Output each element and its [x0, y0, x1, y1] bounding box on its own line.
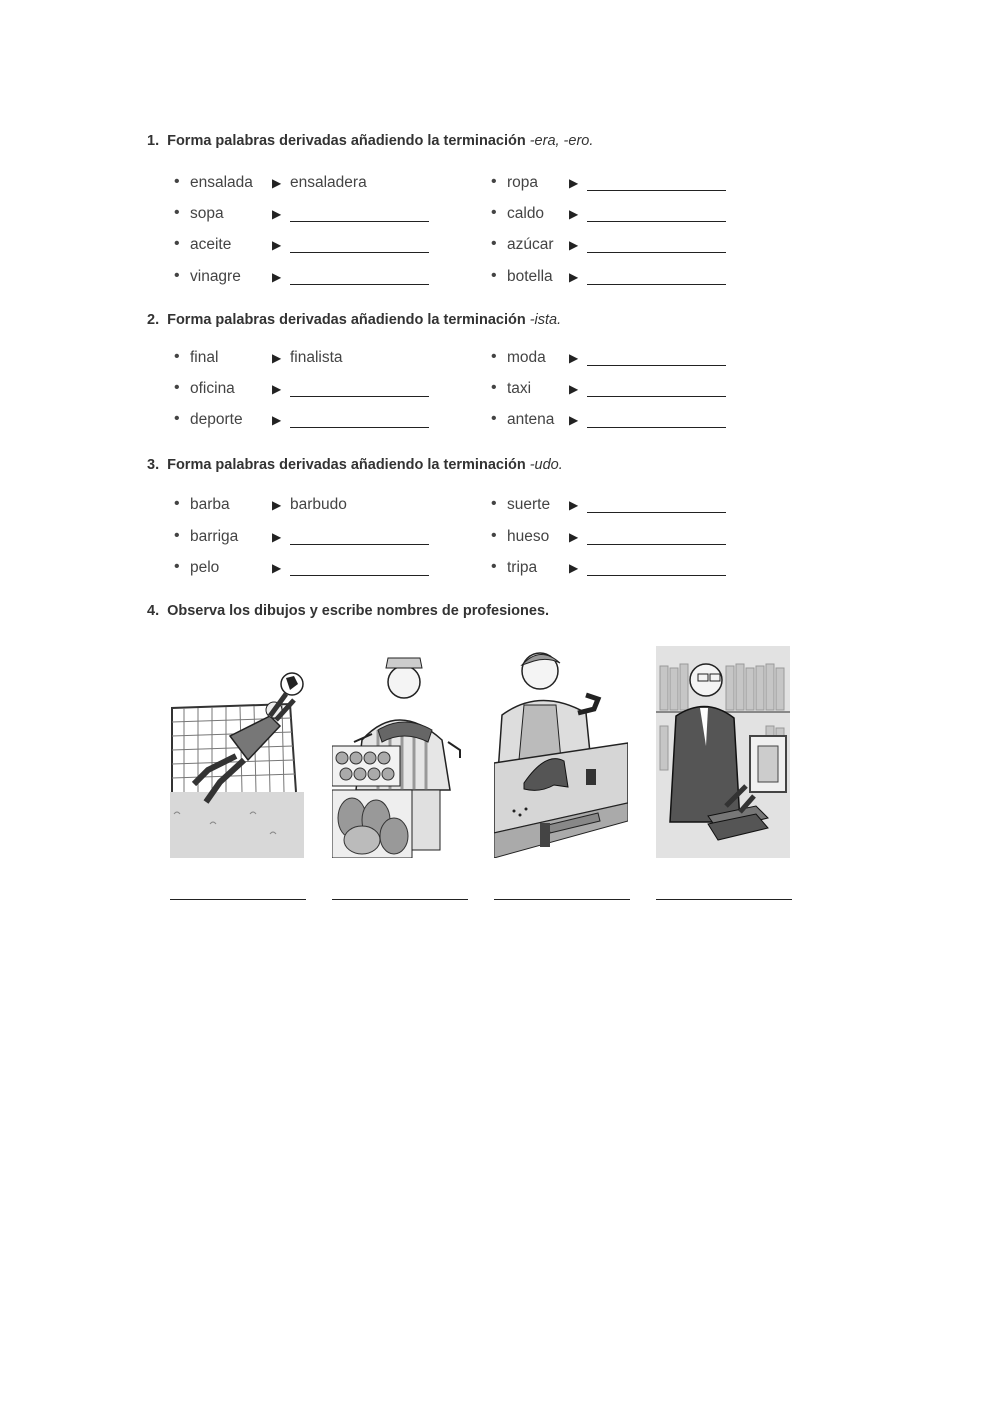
- answer-blank[interactable]: [587, 252, 726, 253]
- arrow-right-icon: ▶: [569, 270, 579, 284]
- base-word: final: [190, 349, 219, 366]
- bullet-icon: •: [491, 558, 497, 575]
- arrow-right-icon: ▶: [272, 498, 282, 512]
- answer-blank[interactable]: [587, 221, 726, 222]
- base-word: taxi: [507, 380, 532, 397]
- answer-blank[interactable]: [290, 221, 429, 222]
- bullet-icon: •: [491, 173, 497, 190]
- instruction-ending: -udo.: [529, 457, 563, 473]
- bullet-icon: •: [491, 410, 497, 427]
- arrow-right-icon: ▶: [569, 382, 579, 396]
- bullet-icon: •: [491, 495, 497, 512]
- answer-blank[interactable]: [587, 512, 726, 513]
- arrow-right-icon: ▶: [272, 238, 282, 252]
- bullet-icon: •: [174, 235, 180, 252]
- answer-example: finalista: [290, 349, 343, 366]
- arrow-right-icon: ▶: [569, 498, 579, 512]
- profession-answer-blank[interactable]: [494, 899, 630, 900]
- bullet-icon: •: [491, 204, 497, 221]
- exercise-number: 1.: [147, 133, 160, 149]
- base-word: sopa: [190, 205, 224, 222]
- profession-answer-blank[interactable]: [332, 899, 468, 900]
- exercise-4-instruction: [147, 603, 549, 619]
- answer-blank[interactable]: [587, 396, 726, 397]
- profession-answer-blank[interactable]: [656, 899, 792, 900]
- arrow-right-icon: ▶: [569, 207, 579, 221]
- base-word: barba: [190, 496, 230, 513]
- answer-blank[interactable]: [290, 427, 429, 428]
- bullet-icon: •: [491, 379, 497, 396]
- arrow-right-icon: ▶: [272, 176, 282, 190]
- answer-blank[interactable]: [290, 575, 429, 576]
- answer-example: barbudo: [290, 496, 347, 513]
- base-word: tripa: [507, 559, 538, 576]
- exercise-1-instruction: [147, 133, 593, 149]
- arrow-right-icon: ▶: [272, 561, 282, 575]
- base-word: azúcar: [507, 236, 554, 253]
- bullet-icon: •: [174, 558, 180, 575]
- instruction-text: Forma palabras derivadas añadiendo la terminación: [167, 457, 530, 473]
- bullet-icon: •: [174, 267, 180, 284]
- instruction-ending: -era, -ero.: [529, 133, 594, 149]
- arrow-right-icon: ▶: [569, 561, 579, 575]
- base-word: barriga: [190, 528, 239, 545]
- answer-blank[interactable]: [290, 284, 429, 285]
- answer-blank[interactable]: [587, 544, 726, 545]
- bullet-icon: •: [174, 495, 180, 512]
- arrow-right-icon: ▶: [569, 351, 579, 365]
- fruit-seller-illustration: [332, 650, 466, 858]
- base-word: caldo: [507, 205, 545, 222]
- instruction-text: Forma palabras derivadas añadiendo la terminación: [167, 133, 530, 149]
- answer-blank[interactable]: [587, 190, 726, 191]
- exercise-2-instruction: [147, 312, 561, 328]
- base-word: moda: [507, 349, 546, 366]
- exercise-number: 4.: [147, 603, 160, 619]
- shoemaker-illustration: [494, 643, 628, 858]
- instruction-text: Observa los dibujos y escribe nombres de profesiones.: [167, 603, 550, 619]
- answer-blank[interactable]: [587, 575, 726, 576]
- bullet-icon: •: [491, 527, 497, 544]
- bullet-icon: •: [174, 348, 180, 365]
- base-word: vinagre: [190, 268, 241, 285]
- bullet-icon: •: [174, 527, 180, 544]
- bullet-icon: •: [491, 348, 497, 365]
- arrow-right-icon: ▶: [569, 238, 579, 252]
- arrow-right-icon: ▶: [272, 351, 282, 365]
- answer-blank[interactable]: [290, 252, 429, 253]
- instruction-ending: -ista.: [529, 312, 562, 328]
- exercise-3-instruction: [147, 457, 563, 473]
- bullet-icon: •: [174, 204, 180, 221]
- bullet-icon: •: [174, 379, 180, 396]
- profession-answer-blank[interactable]: [170, 899, 306, 900]
- arrow-right-icon: ▶: [569, 530, 579, 544]
- base-word: suerte: [507, 496, 551, 513]
- answer-blank[interactable]: [290, 396, 429, 397]
- bullet-icon: •: [174, 173, 180, 190]
- base-word: botella: [507, 268, 553, 285]
- bullet-icon: •: [174, 410, 180, 427]
- answer-blank[interactable]: [290, 544, 429, 545]
- base-word: ensalada: [190, 174, 253, 191]
- base-word: aceite: [190, 236, 232, 253]
- arrow-right-icon: ▶: [272, 530, 282, 544]
- arrow-right-icon: ▶: [569, 413, 579, 427]
- answer-example: ensaladera: [290, 174, 367, 191]
- exercise-number: 2.: [147, 312, 160, 328]
- bullet-icon: •: [491, 267, 497, 284]
- arrow-right-icon: ▶: [569, 176, 579, 190]
- base-word: hueso: [507, 528, 550, 545]
- answer-blank[interactable]: [587, 365, 726, 366]
- arrow-right-icon: ▶: [272, 207, 282, 221]
- answer-blank[interactable]: [587, 427, 726, 428]
- arrow-right-icon: ▶: [272, 382, 282, 396]
- base-word: ropa: [507, 174, 539, 191]
- base-word: antena: [507, 411, 555, 428]
- goalkeeper-illustration: [170, 664, 304, 858]
- bookbinder-illustration: [656, 646, 790, 858]
- instruction-text: Forma palabras derivadas añadiendo la terminación: [167, 312, 530, 328]
- exercise-number: 3.: [147, 457, 160, 473]
- base-word: deporte: [190, 411, 243, 428]
- answer-blank[interactable]: [587, 284, 726, 285]
- arrow-right-icon: ▶: [272, 270, 282, 284]
- base-word: pelo: [190, 559, 220, 576]
- bullet-icon: •: [491, 235, 497, 252]
- base-word: oficina: [190, 380, 235, 397]
- arrow-right-icon: ▶: [272, 413, 282, 427]
